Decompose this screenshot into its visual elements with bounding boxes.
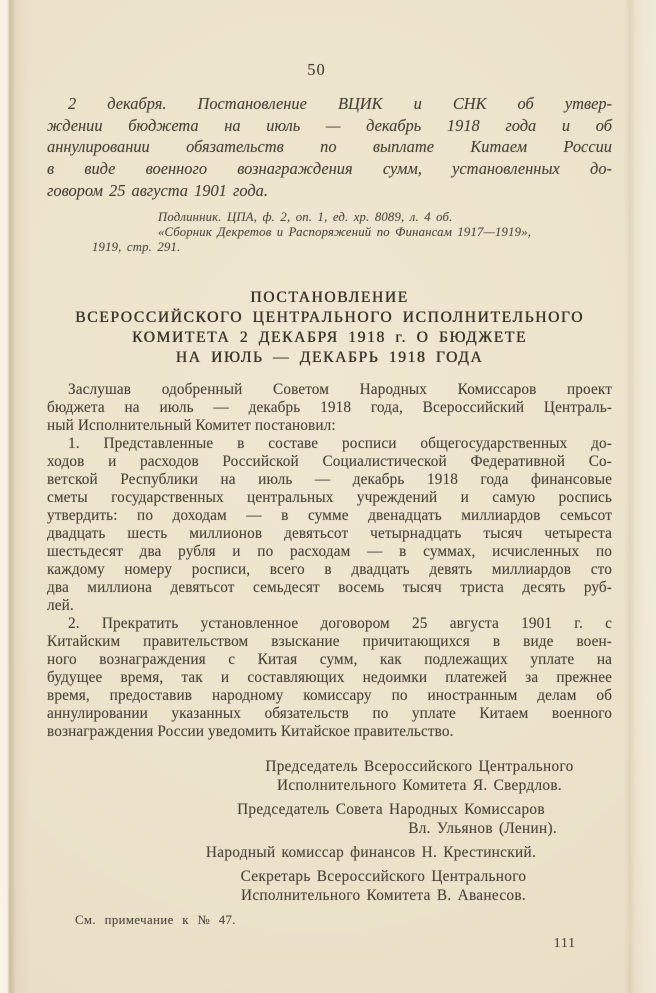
- text-line: утвердить: по доходам — в сумме двенадцать миллиардов семьсот: [47, 506, 612, 524]
- page-number-bottom: 111: [553, 934, 576, 950]
- page-number-top: 50: [307, 60, 326, 79]
- signature-lenin: [225, 800, 557, 838]
- text-line: аннулировании обязательств по выплате Китаем России: [47, 137, 612, 157]
- signature-avanesov: [225, 867, 542, 905]
- text-line: двадцать шесть миллионов девятьсот четырнадцать тысяч четыреста: [47, 524, 612, 542]
- decree-summary: [47, 93, 612, 202]
- text-line: 2. Прекратить установленное договором 25 августа 1901 г. с: [68, 614, 612, 632]
- text-line: 2 декабря. Постановление ВЦИК и СНК об утвер-: [68, 94, 612, 113]
- text-line: говором 25 августа 1901 года.: [47, 180, 268, 200]
- text-line: в виде военного вознаграждения сумм, установленных до-: [47, 159, 612, 179]
- text-line: Заслушав одобренный Советом Народных Комиссаров проект: [68, 380, 612, 398]
- text-line: будущее время, так и составляющих недоимки платежей за прежнее: [47, 668, 612, 686]
- text-line: Председатель Всероссийского Центрального: [265, 757, 574, 775]
- decree-title: [47, 288, 612, 368]
- text-line: Китайским правительством взыскание причитающихся в виде воен-: [47, 632, 612, 650]
- decree-paragraph-1: [47, 435, 612, 615]
- signature-section: [47, 757, 612, 905]
- text-line: Секретарь Всероссийского Центрального: [240, 867, 527, 885]
- text-line: лей.: [47, 596, 74, 614]
- text-line: вознаграждения России уведомить Китайское правительство.: [47, 722, 454, 740]
- text-line: ждении бюджета на июль — декабрь 1918 года и об: [47, 115, 612, 135]
- text-line: КОМИТЕТА 2 ДЕКАБРЯ 1918 г. О БЮДЖЕТЕ: [131, 328, 528, 346]
- text-line: Подлинник. ЦПА, ф. 2, оп. 1, ед. хр. 8089, л. 4 об.: [158, 209, 453, 224]
- text-line: «Сборник Декретов и Распоряжений по Финансам 1917—1919»,: [158, 224, 532, 239]
- text-line: бюджета на июль — декабрь 1918 года, Всероссийский Централь-: [47, 398, 612, 416]
- text-line: Вл. Ульянов (Ленин).: [408, 819, 557, 837]
- text-line: Народный комиссар финансов Н. Крестинский.: [205, 843, 537, 861]
- text-line: два миллиона девятьсот семьдесят восемь тысяч триста десять руб-: [47, 578, 612, 596]
- decree-body: [47, 381, 612, 741]
- text-line: ный Исполнительный Комитет постановил:: [47, 416, 336, 434]
- footnote: См. примечание к № 47.: [75, 912, 236, 927]
- text-line: ходов и расходов Российской Социалистической Федеративной Со-: [47, 452, 612, 470]
- decree-paragraph-2: [47, 615, 612, 741]
- text-line: НА ИЮЛЬ — ДЕКАБРЬ 1918 ГОДА: [175, 348, 484, 366]
- text-line: каждому номеру росписи, всего в двадцать девять миллиардов сто: [47, 560, 612, 578]
- text-line: ветской Республики на июль — декабрь 1918 года финансовые: [47, 470, 612, 488]
- source-note: [92, 210, 612, 255]
- text-line: шестьдесят два рубля и по расходам — в суммах, исчисленных по: [47, 542, 612, 560]
- text-line: 1. Представленные в составе росписи общегосударственных до-: [68, 434, 612, 452]
- text-line: Председатель Совета Народных Комиссаров: [237, 800, 545, 818]
- text-line: Исполнительного Комитета В. Аванесов.: [240, 886, 527, 904]
- text-line: аннулировании указанных обязательств по уплате Китаем военного: [47, 704, 612, 722]
- text-line: ВСЕРОССИЙСКОГО ЦЕНТРАЛЬНОГО ИСПОЛНИТЕЛЬНОГО: [75, 308, 584, 326]
- text-line: 1919, стр. 291.: [92, 239, 181, 254]
- text-line: ПОСТАНОВЛЕНИЕ: [250, 288, 409, 306]
- text-line: сметы государственных центральных учреждений и самую роспись: [47, 488, 612, 506]
- text-line: Исполнительного Комитета Я. Свердлов.: [276, 776, 563, 794]
- text-line: ного вознаграждения с Китая сумм, как подлежащих уплате на: [47, 650, 612, 668]
- signature-krestinsky: [182, 843, 560, 862]
- signature-sverdlov: [219, 757, 620, 795]
- decree-preamble: [47, 381, 612, 435]
- text-line: время, предоставив народному комиссару по иностранным делам об: [47, 686, 612, 704]
